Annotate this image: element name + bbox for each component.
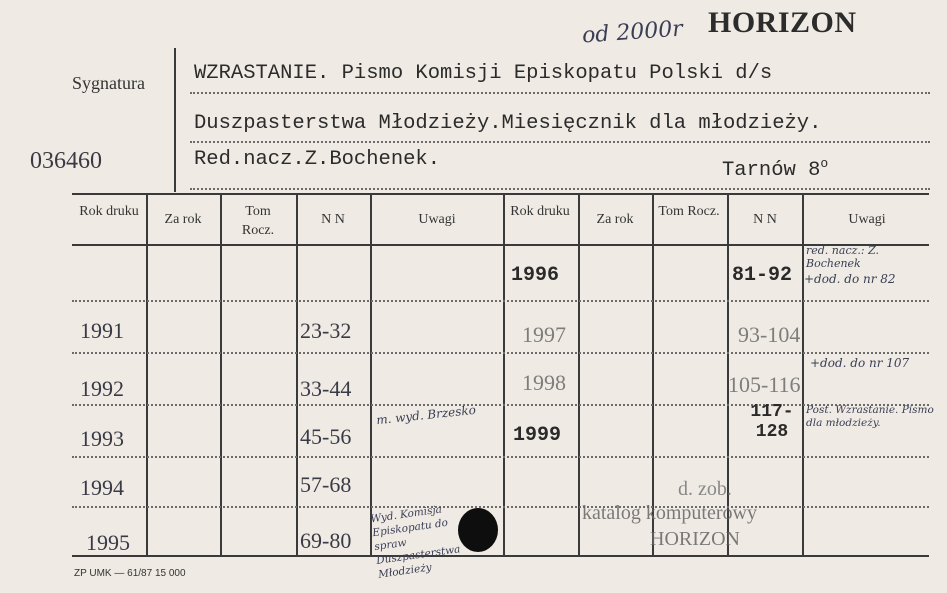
note-post-wzrastanie: Post. Wzrastanie. Pismo dla młodzieży. bbox=[806, 404, 934, 429]
right-year-1999: 1999 bbox=[513, 424, 562, 447]
right-year-1996: 1996 bbox=[511, 264, 560, 287]
sygnatura-label: Sygnatura bbox=[72, 73, 145, 93]
header-nn-right: N N bbox=[753, 212, 777, 227]
left-year-1991: 1991 bbox=[80, 318, 124, 343]
header-rok-druku-right: Rok druku bbox=[510, 204, 570, 219]
note-komisja: Wyd. Komisja Episkopatu do spraw Duszpasterstwa Młodzieży bbox=[369, 503, 462, 581]
right-nn-4: 117-128 bbox=[750, 402, 794, 442]
left-nn-1: 23-32 bbox=[300, 318, 352, 343]
left-year-1994: 1994 bbox=[80, 475, 124, 500]
title-line-2: Duszpasterstwa Młodzieży.Miesięcznik dla młodzieży. bbox=[194, 112, 822, 135]
table-top-line bbox=[72, 193, 929, 195]
sygnatura-divider bbox=[174, 48, 176, 192]
note-brzesko: m. wyd. Brzesko bbox=[375, 402, 477, 428]
left-nn-3: 45-56 bbox=[300, 424, 352, 449]
header-nn-left: N N bbox=[321, 212, 345, 227]
place-format: Tarnów 8$^o$ bbox=[722, 156, 829, 182]
header-rok-druku-left: Rok druku bbox=[79, 204, 139, 219]
header-uwagi-right: Uwagi bbox=[848, 212, 886, 227]
title-line-3: Red.nacz.Z.Bochenek. bbox=[194, 148, 441, 171]
left-nn-4: 57-68 bbox=[300, 472, 352, 497]
header-za-rok-right: Za rok bbox=[596, 212, 634, 227]
left-nn-2: 33-44 bbox=[300, 376, 352, 401]
stamp-zob: d. zob. bbox=[678, 478, 732, 500]
right-year-1997: 1997 bbox=[522, 322, 566, 347]
header-tom-rocz-left: Tom Rocz. bbox=[241, 204, 275, 238]
stamp-katalog: katalog komputerowy bbox=[582, 502, 757, 524]
header-tom-rocz-right: Tom Rocz. bbox=[658, 204, 720, 219]
left-nn-5: 69-80 bbox=[300, 528, 352, 553]
table-header-line bbox=[72, 244, 929, 246]
right-nn-1: 81-92 bbox=[732, 264, 793, 287]
title-line-1: WZRASTANIE. Pismo Komisji Episkopatu Polski d/s bbox=[194, 62, 773, 85]
right-year-1998: 1998 bbox=[522, 370, 566, 395]
left-year-1992: 1992 bbox=[80, 376, 124, 401]
note-dod-82: +dod. do nr 82 bbox=[804, 272, 896, 286]
table-bottom-line bbox=[72, 555, 929, 557]
handwritten-date-note: od 2000r bbox=[581, 16, 684, 49]
note-dod-107: +dod. do nr 107 bbox=[810, 356, 910, 370]
horizon-stamp-top: HORIZON bbox=[708, 6, 857, 39]
note-red-nacz: red. nacz.: Z. Bochenek bbox=[806, 244, 880, 270]
footer-print-info: ZP UMK — 61/87 15 000 bbox=[74, 568, 186, 579]
left-year-1993: 1993 bbox=[80, 426, 124, 451]
stamp-horizon: HORIZON bbox=[650, 528, 740, 550]
punch-hole bbox=[458, 508, 498, 552]
right-nn-3: 105-116 bbox=[728, 372, 801, 397]
right-nn-2: 93-104 bbox=[738, 322, 801, 347]
left-year-1995: 1995 bbox=[86, 530, 130, 555]
header-uwagi-left: Uwagi bbox=[418, 212, 456, 227]
call-number: 036460 bbox=[30, 148, 102, 174]
header-za-rok-left: Za rok bbox=[164, 212, 202, 227]
